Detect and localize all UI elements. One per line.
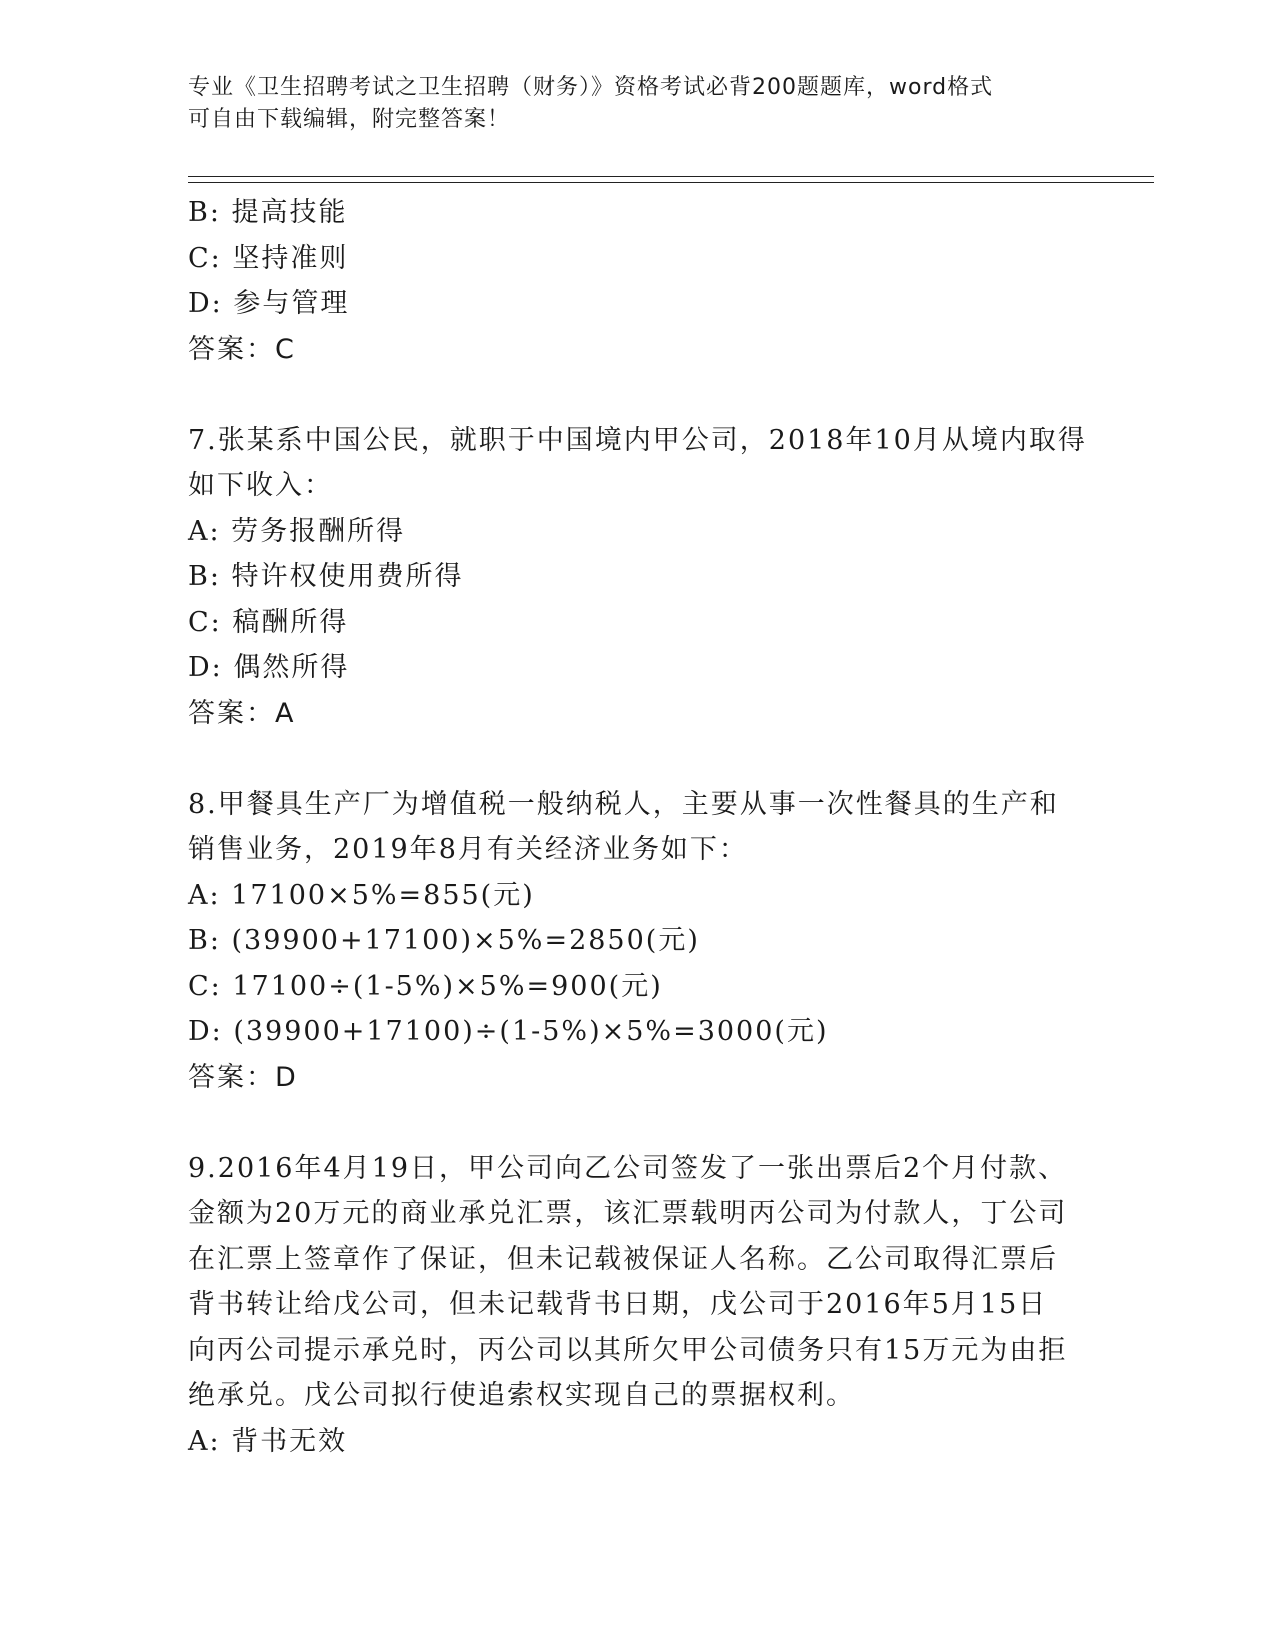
option-d: D: (39900+17100)÷(1-5%)×5%=3000(元) [188,1016,829,1047]
option-b: B: (39900+17100)×5%=2850(元) [188,925,700,956]
question-stem: 8.甲餐具生产厂为增值税一般纳税人，主要从事一次性餐具的生产和 [188,788,1059,820]
question-stem: 销售业务，2019年8月有关经济业务如下： [188,834,748,865]
option-c: C: 坚持准则 [188,242,349,274]
header-divider-top [188,176,1154,177]
option-b: B: 提高技能 [188,197,348,228]
option-c: C: 稿酬所得 [188,606,349,638]
spacer [188,372,1088,418]
page-header [188,72,1088,136]
header-line-1: 专业《卫生招聘考试之卫生招聘（财务）》资格考试必背200题题库，word格式 [188,75,994,100]
header-line-2: 可自由下载编辑，附完整答案！ [188,107,511,132]
question-stem: 金额为20万元的商业承兑汇票，该汇票载明丙公司为付款人，丁公司 [188,1198,1068,1229]
question-stem: 向丙公司提示承兑时，丙公司以其所欠甲公司债务只有15万元为由拒 [188,1334,1068,1366]
answer-line: 答案：D [188,1061,298,1093]
option-a: A: 背书无效 [188,1425,348,1457]
answer-line: 答案：C [188,333,296,365]
question-stem: 背书转让给戊公司，但未记载背书日期，戊公司于2016年5月15日 [188,1289,1048,1320]
option-b: B: 特许权使用费所得 [188,561,464,592]
question-stem: 绝承兑。戊公司拟行使追索权实现自己的票据权利。 [188,1380,855,1411]
option-a: A: 劳务报酬所得 [188,515,406,547]
option-d: D: 参与管理 [188,288,350,319]
spacer [188,736,1088,782]
option-a: A: 17100×5%=855(元) [188,879,535,911]
question-stem: 9.2016年4月19日，甲公司向乙公司签发了一张出票后2个月付款、 [188,1152,1068,1184]
question-stem: 7.张某系中国公民，就职于中国境内甲公司，2018年10月从境内取得 [188,424,1087,456]
question-8 [188,782,1088,1101]
question-7 [188,418,1088,737]
spacer [188,1100,1088,1146]
question-stem: 如下收入： [188,470,333,501]
header-divider-bottom [188,182,1154,183]
option-c: C: 17100÷(1-5%)×5%=900(元) [188,970,663,1002]
question-9 [188,1146,1088,1465]
question-list [188,190,1088,1464]
option-d: D: 偶然所得 [188,652,350,683]
answer-line: 答案：A [188,697,296,729]
question-6-tail [188,190,1088,372]
question-stem: 在汇票上签章作了保证，但未记载被保证人名称。乙公司取得汇票后 [188,1243,1058,1275]
